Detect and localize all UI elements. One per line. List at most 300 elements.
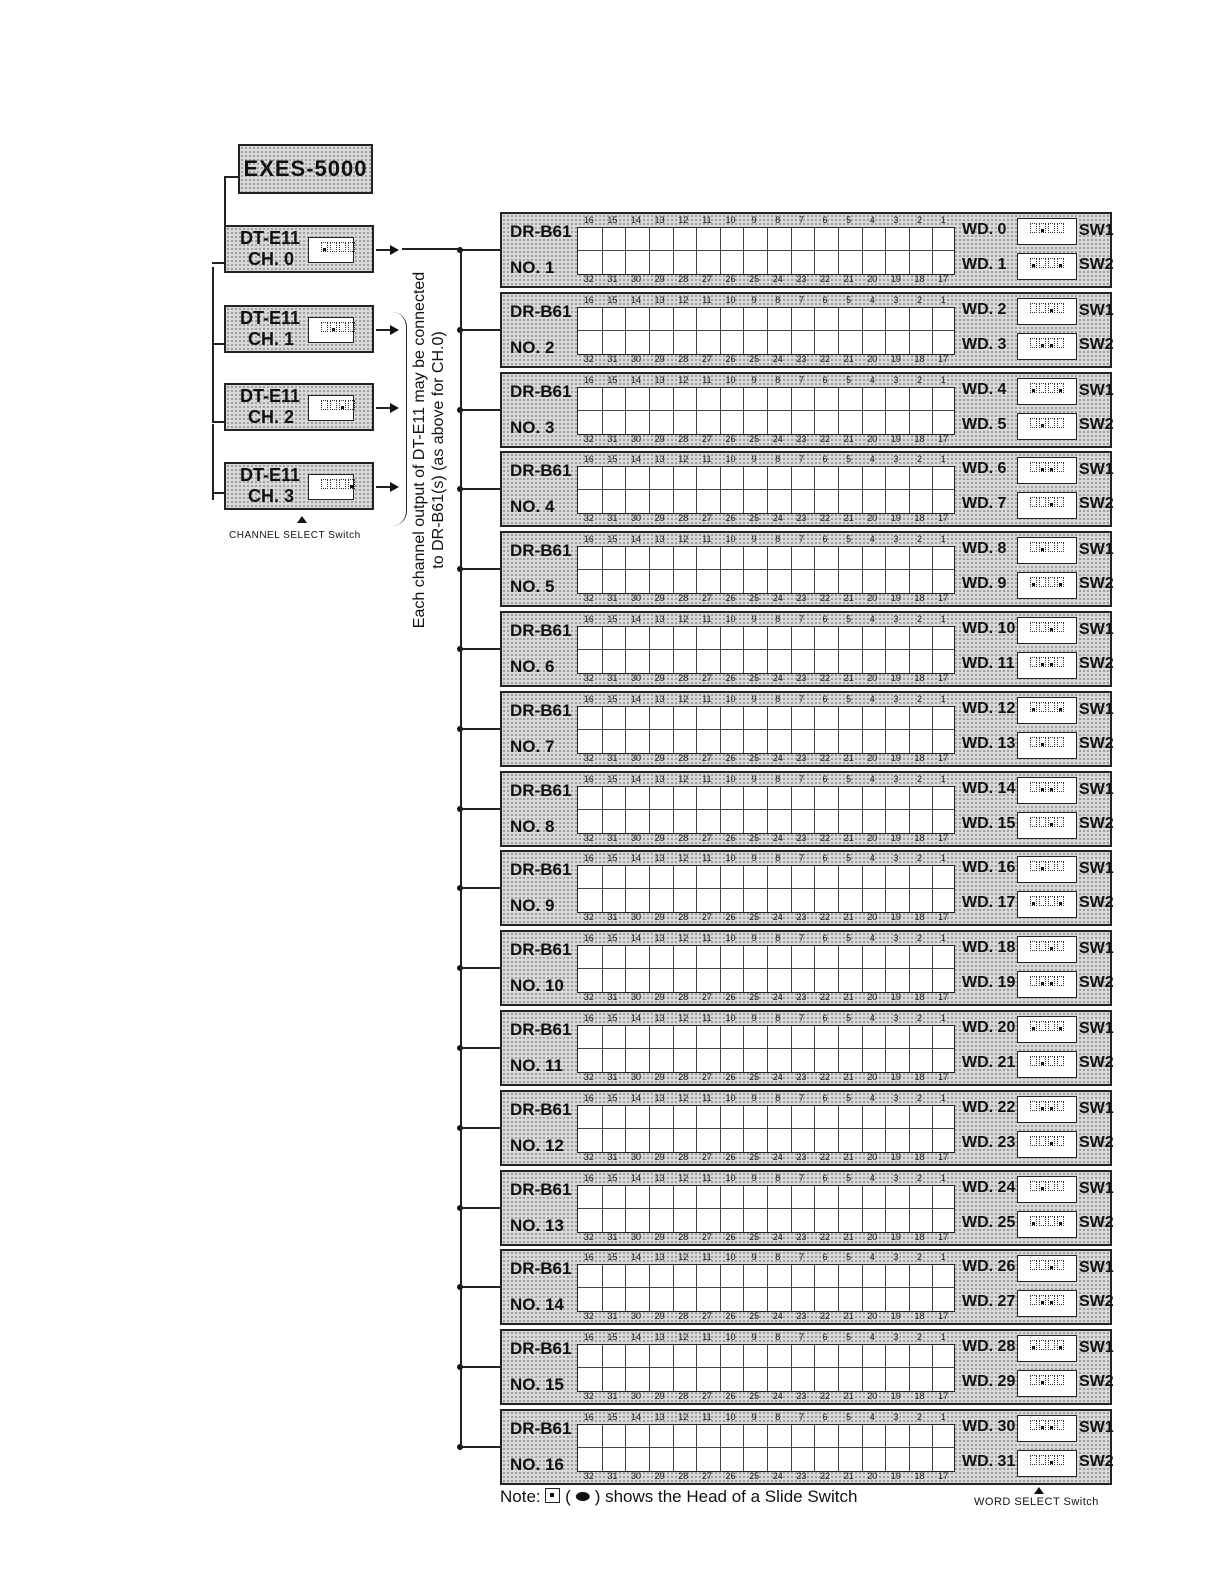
board-number: NO. 8 — [510, 817, 555, 836]
arrow-line — [376, 249, 390, 251]
dip-slider — [1030, 1101, 1037, 1111]
grid-divider — [838, 388, 839, 434]
grid-divider — [791, 1186, 792, 1232]
word-select-switch-2 — [1017, 572, 1077, 599]
bit-numbers-top — [577, 1013, 955, 1023]
word-label: WD. 14 — [962, 780, 1016, 797]
word-select-switch-1 — [1017, 1096, 1077, 1123]
dr-b61-board — [500, 451, 1112, 527]
bit-number: 8 — [775, 1093, 781, 1103]
dip-slider — [1039, 1101, 1046, 1111]
bit-number: 13 — [654, 853, 665, 863]
bit-number: 22 — [820, 753, 831, 763]
dip-slider — [1039, 1021, 1046, 1031]
grid-divider — [814, 866, 815, 912]
dip-slider — [1030, 657, 1037, 667]
dr-b61-board — [500, 1409, 1112, 1485]
word-label: WD. 0 — [962, 221, 1007, 238]
bit-number: 30 — [631, 1152, 642, 1162]
bit-number: 4 — [869, 534, 875, 544]
bit-number: 2 — [917, 1412, 923, 1422]
grid-divider — [814, 1026, 815, 1072]
switch-label: SW1 — [1079, 382, 1114, 399]
bit-number: 26 — [725, 593, 736, 603]
grid-divider — [885, 547, 886, 593]
grid-divider — [673, 1186, 674, 1232]
channel-select-switch — [308, 474, 354, 500]
grid-divider — [696, 388, 697, 434]
bit-numbers-bottom — [577, 1391, 955, 1401]
bit-numbers-top — [577, 1412, 955, 1422]
grid-divider — [673, 787, 674, 833]
bit-number: 21 — [843, 1471, 854, 1481]
bit-number: 2 — [917, 454, 923, 464]
bit-number: 17 — [938, 1311, 949, 1321]
dr-b61-board — [500, 531, 1112, 607]
bit-number: 3 — [893, 1252, 899, 1262]
bit-numbers-top — [577, 853, 955, 863]
grid-divider — [602, 866, 603, 912]
bit-number: 6 — [822, 614, 828, 624]
board-name: DR-B61 — [510, 1339, 572, 1358]
grid-divider — [602, 228, 603, 274]
bit-number: 16 — [583, 215, 594, 225]
word-label: WD. 2 — [962, 301, 1007, 318]
board-number: NO. 9 — [510, 896, 555, 915]
bus-tap-line — [460, 1366, 500, 1368]
grid-divider — [885, 388, 886, 434]
dip-slider — [1048, 497, 1055, 507]
bit-number: 28 — [678, 1311, 689, 1321]
bit-number: 14 — [631, 774, 642, 784]
dip-slider — [1048, 817, 1055, 827]
bit-number: 14 — [631, 853, 642, 863]
grid-divider — [862, 1026, 863, 1072]
dt-e11-box — [224, 305, 374, 353]
dr-b61-board — [500, 372, 1112, 448]
grid-divider — [814, 308, 815, 354]
word-label: WD. 3 — [962, 336, 1007, 353]
board-name: DR-B61 — [510, 382, 572, 401]
dip-slider — [1030, 861, 1037, 871]
bit-number: 4 — [869, 774, 875, 784]
grid-divider — [814, 627, 815, 673]
bit-number: 16 — [583, 1412, 594, 1422]
grid-divider — [932, 787, 933, 833]
bit-number: 31 — [607, 673, 618, 683]
bit-numbers-top — [577, 933, 955, 943]
bit-number: 25 — [749, 753, 760, 763]
bit-number: 14 — [631, 1093, 642, 1103]
bit-number: 8 — [775, 1173, 781, 1183]
word-select-switch-2 — [1017, 812, 1077, 839]
bit-number: 23 — [796, 912, 807, 922]
bus-tap-line — [460, 1286, 500, 1288]
dip-slider — [348, 242, 355, 252]
bit-numbers-top — [577, 774, 955, 784]
grid-divider — [720, 627, 721, 673]
dip-slider — [321, 242, 328, 252]
bit-number: 4 — [869, 454, 875, 464]
dip-slider — [1057, 1101, 1064, 1111]
bit-number: 4 — [869, 933, 875, 943]
word-label: WD. 27 — [962, 1293, 1016, 1310]
grid-divider — [862, 707, 863, 753]
dip-slider — [1030, 338, 1037, 348]
bit-number: 7 — [798, 853, 804, 863]
dip-slider — [1039, 737, 1046, 747]
bit-number: 10 — [725, 1252, 736, 1262]
channel-label: CH. 1 — [248, 329, 295, 349]
bit-number: 13 — [654, 933, 665, 943]
bit-number: 12 — [678, 774, 689, 784]
dip-slider — [339, 322, 346, 332]
dip-slider — [1030, 497, 1037, 507]
bit-number: 18 — [914, 833, 925, 843]
word-select-switch-2 — [1017, 1450, 1077, 1477]
bit-number: 19 — [890, 593, 901, 603]
bit-number: 2 — [917, 1332, 923, 1342]
dip-slider — [1057, 622, 1064, 632]
bit-number: 22 — [820, 1072, 831, 1082]
bit-number: 9 — [751, 1093, 757, 1103]
board-name: DR-B61 — [510, 701, 572, 720]
grid-divider — [602, 946, 603, 992]
board-name: DR-B61 — [510, 1419, 572, 1438]
grid-divider — [649, 946, 650, 992]
switch-label: SW1 — [1079, 860, 1114, 877]
bit-number: 16 — [583, 295, 594, 305]
board-number: NO. 14 — [510, 1295, 564, 1314]
bit-number: 3 — [893, 614, 899, 624]
bit-number: 23 — [796, 1391, 807, 1401]
bit-number: 5 — [846, 375, 852, 385]
word-select-caption: WORD SELECT Switch — [974, 1496, 1099, 1508]
grid-divider — [767, 707, 768, 753]
grid-divider — [602, 467, 603, 513]
bit-number: 6 — [822, 774, 828, 784]
bit-number: 19 — [890, 1471, 901, 1481]
lamp-grid — [577, 1264, 955, 1312]
dr-b61-board — [500, 1010, 1112, 1086]
grid-divider — [625, 308, 626, 354]
bit-number: 10 — [725, 774, 736, 784]
word-label: WD. 21 — [962, 1054, 1016, 1071]
word-select-switch-2 — [1017, 732, 1077, 759]
bit-number: 2 — [917, 933, 923, 943]
grid-divider — [720, 547, 721, 593]
grid-divider — [814, 467, 815, 513]
bit-number: 26 — [725, 753, 736, 763]
bit-number: 5 — [846, 1252, 852, 1262]
word-label: WD. 18 — [962, 939, 1016, 956]
grid-divider — [838, 1186, 839, 1232]
switch-label: SW1 — [1079, 541, 1114, 558]
switch-label: SW2 — [1079, 416, 1114, 433]
bit-number: 4 — [869, 215, 875, 225]
switch-label: SW1 — [1079, 940, 1114, 957]
bit-number: 24 — [772, 1232, 783, 1242]
grid-divider — [909, 388, 910, 434]
grid-divider — [838, 1265, 839, 1311]
lamp-grid — [577, 706, 955, 754]
bit-numbers-bottom — [577, 274, 955, 284]
dip-slider — [1057, 941, 1064, 951]
grid-divider — [909, 787, 910, 833]
grid-divider — [743, 388, 744, 434]
bit-number: 28 — [678, 593, 689, 603]
bus-tap-line — [460, 1047, 500, 1049]
bit-number: 8 — [775, 1412, 781, 1422]
bit-number: 12 — [678, 295, 689, 305]
bus-tap-line — [460, 887, 500, 889]
grid-divider — [814, 1106, 815, 1152]
bit-number: 32 — [583, 1232, 594, 1242]
bus-tap-line — [460, 1207, 500, 1209]
bit-number: 17 — [938, 1232, 949, 1242]
bit-number: 29 — [654, 513, 665, 523]
vertical-note-line-2: to DR-B61(s) (as above for CH.0) — [430, 331, 447, 569]
grid-divider — [885, 1265, 886, 1311]
bit-number: 32 — [583, 1471, 594, 1481]
bit-number: 3 — [893, 454, 899, 464]
grid-divider — [602, 388, 603, 434]
grid-divider — [767, 1265, 768, 1311]
bit-number: 7 — [798, 1093, 804, 1103]
board-name: DR-B61 — [510, 1180, 572, 1199]
grid-divider — [932, 1425, 933, 1471]
grid-divider — [743, 1425, 744, 1471]
grid-divider — [696, 707, 697, 753]
bit-number: 8 — [775, 614, 781, 624]
dip-slider — [1057, 976, 1064, 986]
word-select-switch-1 — [1017, 1415, 1077, 1442]
dip-slider — [1057, 782, 1064, 792]
dip-slider — [1039, 1181, 1046, 1191]
grid-row-divider — [578, 489, 954, 490]
word-select-switch-2 — [1017, 413, 1077, 440]
bit-number: 11 — [702, 1252, 712, 1262]
bit-number: 4 — [869, 295, 875, 305]
bit-number: 27 — [701, 1232, 712, 1242]
bit-number: 5 — [846, 614, 852, 624]
bit-number: 12 — [678, 1013, 689, 1023]
bit-number: 13 — [654, 375, 665, 385]
grid-row-divider — [578, 729, 954, 730]
bit-number: 28 — [678, 992, 689, 1002]
bit-number: 6 — [822, 1013, 828, 1023]
grid-row-divider — [578, 569, 954, 570]
bit-number: 32 — [583, 833, 594, 843]
dip-slider — [1048, 338, 1055, 348]
bit-number: 14 — [631, 1332, 642, 1342]
grid-divider — [743, 1265, 744, 1311]
dip-slider — [1039, 782, 1046, 792]
grid-divider — [932, 707, 933, 753]
switch-label: SW1 — [1079, 1020, 1114, 1037]
bit-number: 14 — [631, 1412, 642, 1422]
bit-number: 19 — [890, 1391, 901, 1401]
bit-number: 25 — [749, 354, 760, 364]
bit-number: 11 — [702, 614, 712, 624]
grid-divider — [767, 787, 768, 833]
word-select-switch-1 — [1017, 1335, 1077, 1362]
dip-slider — [1057, 223, 1064, 233]
grid-divider — [720, 308, 721, 354]
grid-divider — [885, 228, 886, 274]
grid-row-divider — [578, 1128, 954, 1129]
bit-numbers-top — [577, 694, 955, 704]
grid-divider — [649, 707, 650, 753]
word-select-switch-2 — [1017, 1290, 1077, 1317]
bit-number: 8 — [775, 534, 781, 544]
bus-tap-line — [460, 1446, 500, 1448]
bit-number: 30 — [631, 354, 642, 364]
bit-number: 20 — [867, 673, 878, 683]
board-number: NO. 10 — [510, 976, 564, 995]
bit-number: 21 — [843, 1391, 854, 1401]
bit-number: 7 — [798, 774, 804, 784]
bit-number: 18 — [914, 1391, 925, 1401]
bit-number: 4 — [869, 853, 875, 863]
word-label: WD. 5 — [962, 416, 1007, 433]
board-number: NO. 3 — [510, 418, 555, 437]
bit-numbers-bottom — [577, 513, 955, 523]
bit-number: 28 — [678, 1391, 689, 1401]
grid-divider — [743, 547, 744, 593]
bit-numbers-top — [577, 534, 955, 544]
grid-divider — [602, 1106, 603, 1152]
grid-divider — [885, 787, 886, 833]
bit-number: 1 — [940, 1013, 946, 1023]
grid-divider — [838, 946, 839, 992]
bit-number: 31 — [607, 1152, 618, 1162]
bit-number: 28 — [678, 513, 689, 523]
bit-number: 20 — [867, 753, 878, 763]
grid-divider — [649, 1026, 650, 1072]
bit-number: 24 — [772, 1152, 783, 1162]
bit-number: 4 — [869, 1093, 875, 1103]
bit-number: 27 — [701, 274, 712, 284]
word-select-switch-2 — [1017, 1211, 1077, 1238]
bit-number: 8 — [775, 295, 781, 305]
bit-number: 5 — [846, 1093, 852, 1103]
bit-number: 29 — [654, 833, 665, 843]
bit-number: 30 — [631, 1471, 642, 1481]
bit-number: 3 — [893, 1013, 899, 1023]
bit-number: 21 — [843, 673, 854, 683]
bit-number: 25 — [749, 1311, 760, 1321]
grid-divider — [862, 627, 863, 673]
word-label: WD. 23 — [962, 1134, 1016, 1151]
bit-number: 7 — [798, 933, 804, 943]
grid-divider — [932, 1186, 933, 1232]
grid-divider — [602, 1345, 603, 1391]
bit-number: 25 — [749, 434, 760, 444]
grid-divider — [649, 228, 650, 274]
dip-slider — [1030, 418, 1037, 428]
dip-slider — [1048, 782, 1055, 792]
word-label: WD. 22 — [962, 1099, 1016, 1116]
bit-number: 14 — [631, 1013, 642, 1023]
bit-number: 15 — [607, 694, 618, 704]
bit-number: 29 — [654, 1311, 665, 1321]
bit-number: 28 — [678, 1232, 689, 1242]
bit-number: 26 — [725, 673, 736, 683]
grid-divider — [932, 1345, 933, 1391]
grid-divider — [838, 866, 839, 912]
bus-tap-line — [460, 808, 500, 810]
bit-number: 1 — [940, 1332, 946, 1342]
switch-label: SW2 — [1079, 256, 1114, 273]
bit-number: 12 — [678, 614, 689, 624]
grid-divider — [602, 547, 603, 593]
bit-number: 22 — [820, 1391, 831, 1401]
bit-numbers-top — [577, 295, 955, 305]
grid-divider — [909, 1106, 910, 1152]
bit-number: 22 — [820, 912, 831, 922]
bit-number: 21 — [843, 354, 854, 364]
bit-number: 32 — [583, 274, 594, 284]
grid-row-divider — [578, 1287, 954, 1288]
grid-divider — [720, 1186, 721, 1232]
grid-divider — [791, 228, 792, 274]
board-number: NO. 16 — [510, 1455, 564, 1474]
switch-label: SW1 — [1079, 222, 1114, 239]
bit-number: 3 — [893, 853, 899, 863]
bit-number: 10 — [725, 454, 736, 464]
grid-divider — [838, 1345, 839, 1391]
switch-label: SW2 — [1079, 495, 1114, 512]
bit-number: 7 — [798, 295, 804, 305]
bit-number: 24 — [772, 1391, 783, 1401]
grid-divider — [673, 866, 674, 912]
bit-number: 23 — [796, 753, 807, 763]
grid-divider — [862, 1425, 863, 1471]
grid-divider — [673, 1106, 674, 1152]
bit-numbers-top — [577, 1252, 955, 1262]
bit-number: 7 — [798, 1173, 804, 1183]
dip-slider — [1057, 258, 1064, 268]
channel-select-switch — [308, 237, 354, 263]
dr-b61-board — [500, 850, 1112, 926]
bit-number: 20 — [867, 434, 878, 444]
board-number: NO. 5 — [510, 577, 555, 596]
bit-number: 10 — [725, 1332, 736, 1342]
bit-number: 28 — [678, 1072, 689, 1082]
word-label: WD. 16 — [962, 859, 1016, 876]
grid-divider — [814, 946, 815, 992]
bit-number: 17 — [938, 992, 949, 1002]
grid-divider — [862, 1106, 863, 1152]
dip-slider — [1030, 976, 1037, 986]
bit-number: 6 — [822, 1412, 828, 1422]
dip-slider — [1039, 1340, 1046, 1350]
grid-divider — [625, 627, 626, 673]
bus-tap-line — [460, 488, 500, 490]
grid-divider — [743, 707, 744, 753]
dip-slider — [1030, 383, 1037, 393]
bit-number: 12 — [678, 454, 689, 464]
switch-label: SW1 — [1079, 1339, 1114, 1356]
dip-slider — [1048, 702, 1055, 712]
channel-label: CH. 0 — [248, 249, 295, 269]
word-label: WD. 8 — [962, 540, 1007, 557]
bit-number: 16 — [583, 1093, 594, 1103]
bit-number: 28 — [678, 354, 689, 364]
bit-number: 10 — [725, 694, 736, 704]
word-label: WD. 10 — [962, 620, 1016, 637]
